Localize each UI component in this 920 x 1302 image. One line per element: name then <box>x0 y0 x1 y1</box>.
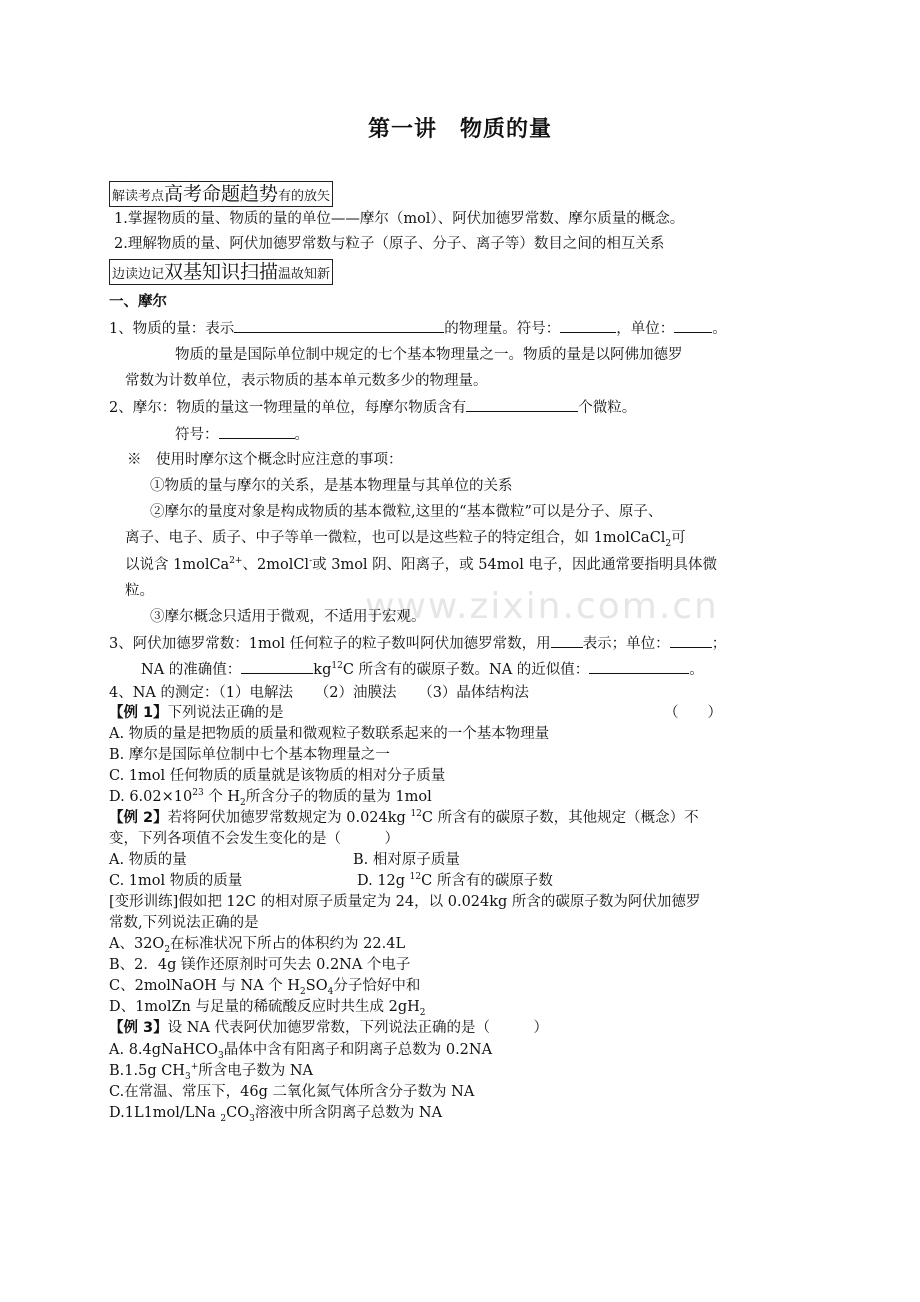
line-11: 粒。 <box>125 583 154 599</box>
example-2-option-a: A. 物质的量 <box>109 852 187 868</box>
page-title: 第一讲 物质的量 <box>367 117 552 142</box>
section-heading: 一、摩尔 <box>109 294 167 310</box>
line-15: 4、NA 的测定：（1）电解法 （2）油膜法 （3）晶体结构法 <box>109 685 529 701</box>
example-2-option-b: B. 相对原子质量 <box>353 852 460 868</box>
banner-prefix: 解读考点 <box>112 189 165 204</box>
answer-paren: （ ） <box>664 705 722 721</box>
variant-question: [变形训练]假如把 12C 的相对原子质量定为 24，以 0.024kg 所含的碳原子数为阿伏加德罗 <box>109 894 701 910</box>
line-10: 以说含 1molCa$^{2+}$、2molCl-或 3mol 阴、阳离子，或 54mol 电子，因此通常要指明具体微 <box>125 556 717 573</box>
fill-blank[interactable] <box>219 424 295 439</box>
banner-prefix: 边读边记 <box>112 267 165 282</box>
example-1-option-d: D. $6.02\times 10^{23}$ 个 $H_2$所含分子的物质的量为 1mol <box>109 788 432 808</box>
line-1: 1、物质的量：表示 的物理量。符号： ，单位： 。 <box>109 318 727 339</box>
line-9: 离子、电子、质子、中子等单一微粒，也可以是这些粒子的特定组合，如 1molCaCl$_2$可 <box>125 530 686 549</box>
line-14: NA 的准确值： $kg^{12}C$ 所含有的碳原子数。NA 的近似值： 。 <box>141 659 704 680</box>
example-3-option-d: D.1L1mol/LNa $_2CO_3$溶液中所含阴离子总数为 NA <box>109 1105 443 1124</box>
fill-blank[interactable] <box>674 318 712 333</box>
objective-2: 2.理解物质的量、阿伏加德罗常数与粒子（原子、分子、离子等）数目之间的相互关系 <box>114 236 665 252</box>
example-2-option-d: D. 12g $^{12}$C 所含有的碳原子数 <box>357 872 553 889</box>
line-12: ③摩尔概念只适用于微观，不适用于宏观。 <box>150 609 426 625</box>
banner-suffix: 有的放矢 <box>278 189 331 204</box>
example-3-question: 【例 3】设 NA 代表阿伏加德罗常数，下列说法正确的是（ ） <box>109 1020 549 1036</box>
line-2: 物质的量是国际单位制中规定的七个基本物理量之一。物质的量是以阿佛加德罗 <box>175 347 683 363</box>
example-1-option-c: C. 1mol 任何物质的质量就是该物质的相对分子质量 <box>109 768 446 784</box>
example-3-option-b: B.1.5g $CH_3^+$所含电子数为 NA <box>109 1062 314 1082</box>
example-2-question-cont: 变，下列各项值不会发生变化的是（ ） <box>109 831 399 847</box>
banner-main: 高考命题趋势 <box>164 183 279 205</box>
line-3: 常数为计数单位，表示物质的基本单元数多少的物理量。 <box>125 373 488 389</box>
example-1-option-a: A. 物质的量是把物质的质量和微观粒子数联系起来的一个基本物理量 <box>109 726 550 742</box>
line-4: 2、摩尔：物质的量这一物理量的单位，每摩尔物质含有 个微粒。 <box>109 397 636 418</box>
fill-blank[interactable] <box>234 318 444 333</box>
line-6: ※ 使用时摩尔这个概念时应注意的事项： <box>127 452 403 468</box>
line-7: ①物质的量与摩尔的关系，是基本物理量与其单位的关系 <box>150 478 513 494</box>
example-1-question: 【例 1】下列说法正确的是 <box>109 705 284 721</box>
banner-suffix: 温故知新 <box>278 267 331 282</box>
watermark: www.zixin.com.cn <box>365 586 719 627</box>
example-3-option-a: A. 8.4gNaHCO$_3$晶体中含有阳离子和阴离子总数为 0.2NA <box>109 1042 493 1061</box>
section-banner-exam-trends <box>109 181 333 207</box>
fill-blank[interactable] <box>560 318 616 333</box>
variant-option-d: D、1molZn 与足量的稀硫酸反应时共生成 $2gH_2$ <box>109 999 426 1018</box>
example-2-question: 【例 2】若将阿伏加德罗常数规定为 0.024kg $^{12}$C 所含有的碳原子数，其他规定（概念）不 <box>109 809 699 826</box>
line-8: ②摩尔的量度对象是构成物质的基本微粒,这里的“基本微粒”可以是分子、原子、 <box>150 504 663 520</box>
variant-option-a: A、$32O_2$在标准状况下所占的体积约为 22.4L <box>109 936 406 955</box>
variant-option-b: B、2．4g 镁作还原剂时可失去 0.2NA 个电子 <box>109 957 411 973</box>
example-1-option-b: B. 摩尔是国际单位制中七个基本物理量之一 <box>109 747 390 763</box>
example-2-option-c: C. 1mol 物质的质量 <box>109 873 243 889</box>
section-banner-basics <box>109 259 333 285</box>
line-5: 符号： 。 <box>175 424 309 445</box>
fill-blank[interactable] <box>670 633 712 648</box>
objective-1: 1.掌握物质的量、物质的量的单位——摩尔（mol）、阿伏加德罗常数、摩尔质量的概念。 <box>114 211 685 227</box>
fill-blank[interactable] <box>551 633 583 648</box>
fill-blank[interactable] <box>466 397 578 412</box>
banner-main: 双基知识扫描 <box>164 261 279 283</box>
variant-question-cont: 常数,下列说法正确的是 <box>109 915 259 931</box>
example-3-option-c: C.在常温、常压下，46g 二氧化氮气体所含分子数为 NA <box>109 1084 475 1100</box>
line-13: 3、阿伏加德罗常数：1mol 任何粒子的粒子数叫阿伏加德罗常数，用 表示；单位： ； <box>109 633 726 654</box>
variant-option-c: C、2molNaOH 与 NA 个 $H_2SO_4$分子恰好中和 <box>109 978 421 997</box>
fill-blank[interactable] <box>589 659 689 674</box>
fill-blank[interactable] <box>241 659 313 674</box>
